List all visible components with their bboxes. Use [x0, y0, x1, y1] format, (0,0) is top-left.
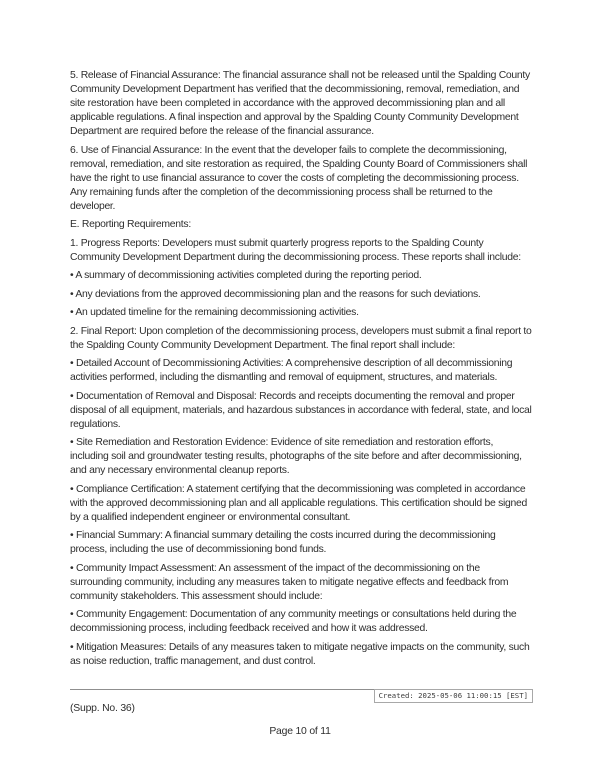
bullet-item: • Community Engagement: Documentation of any community meetings or consultations held during the decommissioning process, including feedback received and how it was addressed. [70, 609, 517, 634]
document-body [70, 69, 533, 673]
bullet-item: • Any deviations from the approved decommissioning plan and the reasons for such deviations. [70, 288, 481, 300]
bullet-item: • Compliance Certification: A statement certifying that the decommissioning was completed in accordance with the approved decommissioning plan and all applicable regulations. This certification should be signed by a qualified independent engineer or environmental consultant. [70, 483, 528, 523]
bullet-item: • Financial Summary: A financial summary detailing the costs incurred during the decommissioning process, including the use of decommissioning bond funds. [70, 530, 496, 555]
paragraph: 6. Use of Financial Assurance: In the event that the developer fails to complete the decommissioning, removal, remediation, and site restoration as required, the Spalding County Board of Commissioners shall have the right to use financial assurance to cover the costs of completing the decommissioning process. Any remaining funds after the completion of the decommissioning process shall be returned to the developer. [70, 144, 528, 212]
paragraph: E. Reporting Requirements: [70, 219, 191, 230]
bullet-item: • A summary of decommissioning activities completed during the reporting period. [70, 270, 422, 281]
page-number: Page 10 of 11 [269, 726, 331, 737]
supplement-note: (Supp. No. 36) [70, 703, 135, 714]
created-timestamp: Created: 2025-05-06 11:00:15 [EST] [374, 689, 533, 703]
bullet-item: • Documentation of Removal and Disposal: Records and receipts documenting the removal and proper disposal of all equipment, materials, and hazardous substances in accordance with federal, state, and local regulations. [70, 390, 532, 430]
bullet-item: • An updated timeline for the remaining decommissioning activities. [70, 307, 359, 318]
bullet-item: • Mitigation Measures: Details of any measures taken to mitigate negative impacts on the community, such as noise reduction, traffic management, and dust control. [70, 641, 530, 667]
bullet-item: • Community Impact Assessment: An assessment of the impact of the decommissioning on the surrounding community, including any measures taken to mitigate negative effects and feedback from community stakeholders. This assessment should include: [70, 562, 509, 602]
bullet-item: • Site Remediation and Restoration Evidence: Evidence of site remediation and restoration efforts, including soil and groundwater testing results, photographs of the site before and after decommissioning, and any necessary environmental cleanup reports. [70, 437, 522, 476]
paragraph: 2. Final Report: Upon completion of the decommissioning process, developers must submit a final report to the Spalding County Community Development Department. The final report shall include: [70, 325, 532, 351]
paragraph: 1. Progress Reports: Developers must submit quarterly progress reports to the Spalding County Community Development Department during the decommissioning process. These reports shall include: [70, 237, 521, 263]
bullet-item: • Detailed Account of Decommissioning Activities: A comprehensive description of all decommissioning activities performed, including the dismantling and removal of equipment, structures, and materials. [70, 358, 513, 383]
paragraph: 5. Release of Financial Assurance: The financial assurance shall not be released until the Spalding County Community Development Department has verified that the decommissioning, removal, remediation, and site restoration have been completed in accordance with the approved decommissioning plan and all applicable regulations. A final inspection and approval by the Spalding County Community Development Department are required before the release of the financial assurance. [70, 70, 530, 137]
